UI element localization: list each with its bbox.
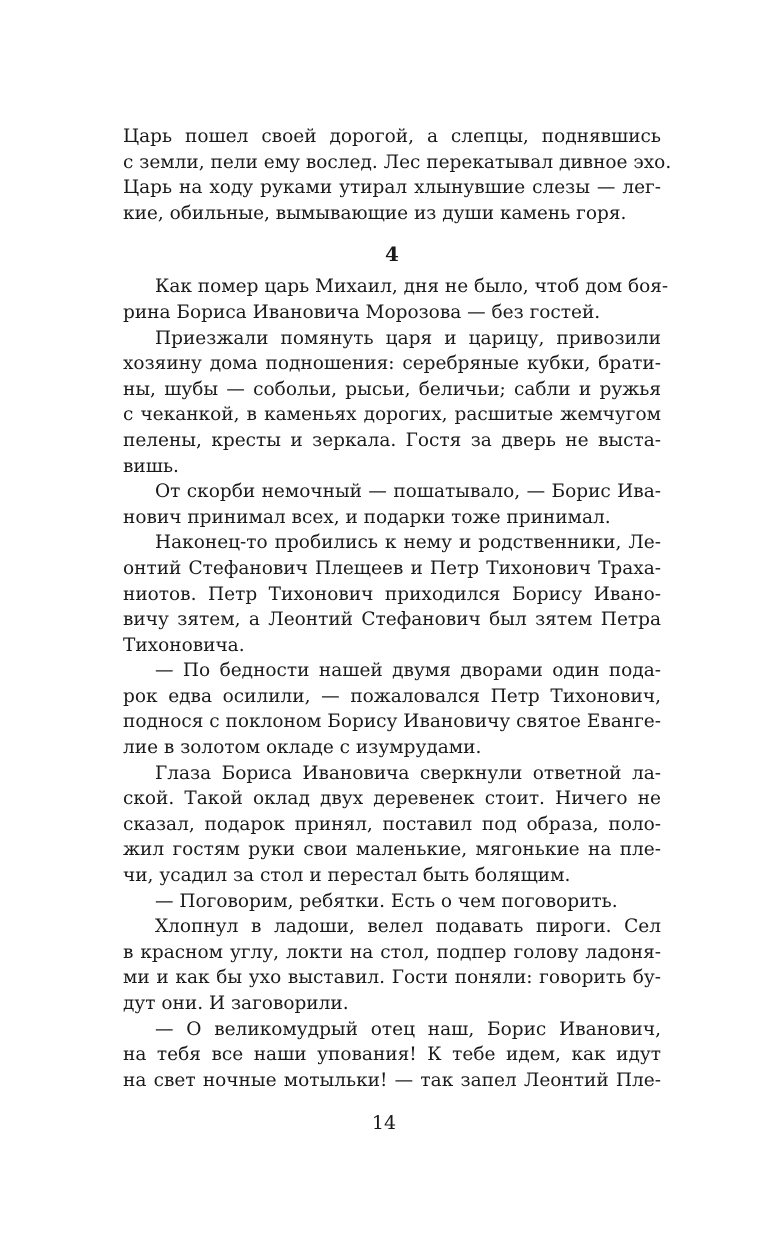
text-line: вичу зятем, а Леонтий Стефанович был зятем Петра xyxy=(123,609,661,631)
paragraph xyxy=(123,479,661,530)
section-heading: 4 xyxy=(385,242,399,267)
text-line: кие, обильные, вымывающие из души камень горя. xyxy=(123,202,627,224)
page-number: 14 xyxy=(371,1112,397,1134)
text-line: ны, шубы — собольи, рысьи, беличьи; сабли и ружья xyxy=(123,378,661,400)
text-line: ской. Такой оклад двух деревенек стоит. Ничего не xyxy=(123,788,661,810)
text-line: с земли, пели ему вослед. Лес перекатывал дивное эхо. xyxy=(123,151,672,173)
text-line: с чеканкой, в каменьях дорогих, расшитые жемчугом xyxy=(123,404,661,426)
text-line: нович принимал всех, и подарки тоже принимал. xyxy=(123,506,611,528)
paragraph xyxy=(123,1017,661,1094)
paragraph xyxy=(123,914,661,1016)
text-line: жил гостям руки свои маленькие, мягонькие на пле- xyxy=(123,839,661,861)
text-line: — О великомудрый отец наш, Борис Иванович, xyxy=(155,1018,661,1040)
paragraph xyxy=(123,761,661,889)
text-line: Наконец-то пробились к нему и родственники, Ле- xyxy=(155,532,661,554)
text-line: Приезжали помянуть царя и царицу, привозили xyxy=(155,327,661,349)
text-line: ми и как бы ухо выставил. Гости поняли: говорить бу- xyxy=(123,967,661,989)
text-line: Тихоновича. xyxy=(123,634,245,656)
text-line: — По бедности нашей двумя дворами один пода- xyxy=(155,660,661,682)
text-line: Царь на ходу руками утирал хлынувшие слезы — лег- xyxy=(123,177,661,199)
paragraph xyxy=(123,274,669,325)
text-line: чи, усадил за стол и перестал быть болящим. xyxy=(123,865,571,887)
text-line: поднося с поклоном Борису Ивановичу святое Еванге- xyxy=(123,711,661,733)
text-line: сказал, подарок принял, поставил под образа, поло- xyxy=(123,813,661,835)
text-line: на тебя все наши упования! К тебе идем, как идут xyxy=(123,1044,661,1066)
body-text xyxy=(123,124,672,1093)
text-line: От скорби немочный — пошатывало, — Борис Ива- xyxy=(155,481,661,503)
paragraph xyxy=(123,530,661,658)
text-line: Хлопнул в ладоши, велел подавать пироги. Сел xyxy=(155,916,661,938)
text-line: рок едва осилили, — пожаловался Петр Тихонович, xyxy=(123,685,661,707)
paragraph xyxy=(123,658,661,760)
text-line: Глаза Бориса Ивановича сверкнули ответной ла- xyxy=(155,762,661,784)
text-line: хозяину дома подношения: серебряные кубки, брати- xyxy=(123,353,661,375)
paragraph xyxy=(123,889,661,915)
text-line: Царь пошел своей дорогой, а слепцы, поднявшись xyxy=(123,126,661,147)
paragraph xyxy=(123,124,672,226)
text-line: — Поговорим, ребятки. Есть о чем поговорить. xyxy=(155,890,618,912)
text-line: в красном углу, локти на стол, подпер голову ладоня- xyxy=(123,941,661,963)
text-line: рина Бориса Ивановича Морозова — без гостей. xyxy=(123,301,601,323)
text-line: дут они. И заговорили. xyxy=(123,993,349,1014)
text-line: ниотов. Петр Тихонович приходился Борису Ивано- xyxy=(123,583,661,605)
text-line: Как помер царь Михаил, дня не было, чтоб дом боя- xyxy=(155,276,669,298)
paragraph xyxy=(123,326,661,480)
text-line: пелены, кресты и зеркала. Гостя за дверь не выста- xyxy=(123,429,661,451)
text-line: лие в золотом окладе с изумрудами. xyxy=(123,737,482,759)
text-line: на свет ночные мотыльки! — так запел Леонтий Пле- xyxy=(123,1069,661,1091)
text-line: онтий Стефанович Плещеев и Петр Тихонович Траха- xyxy=(123,557,661,579)
text-line: вишь. xyxy=(123,455,179,477)
